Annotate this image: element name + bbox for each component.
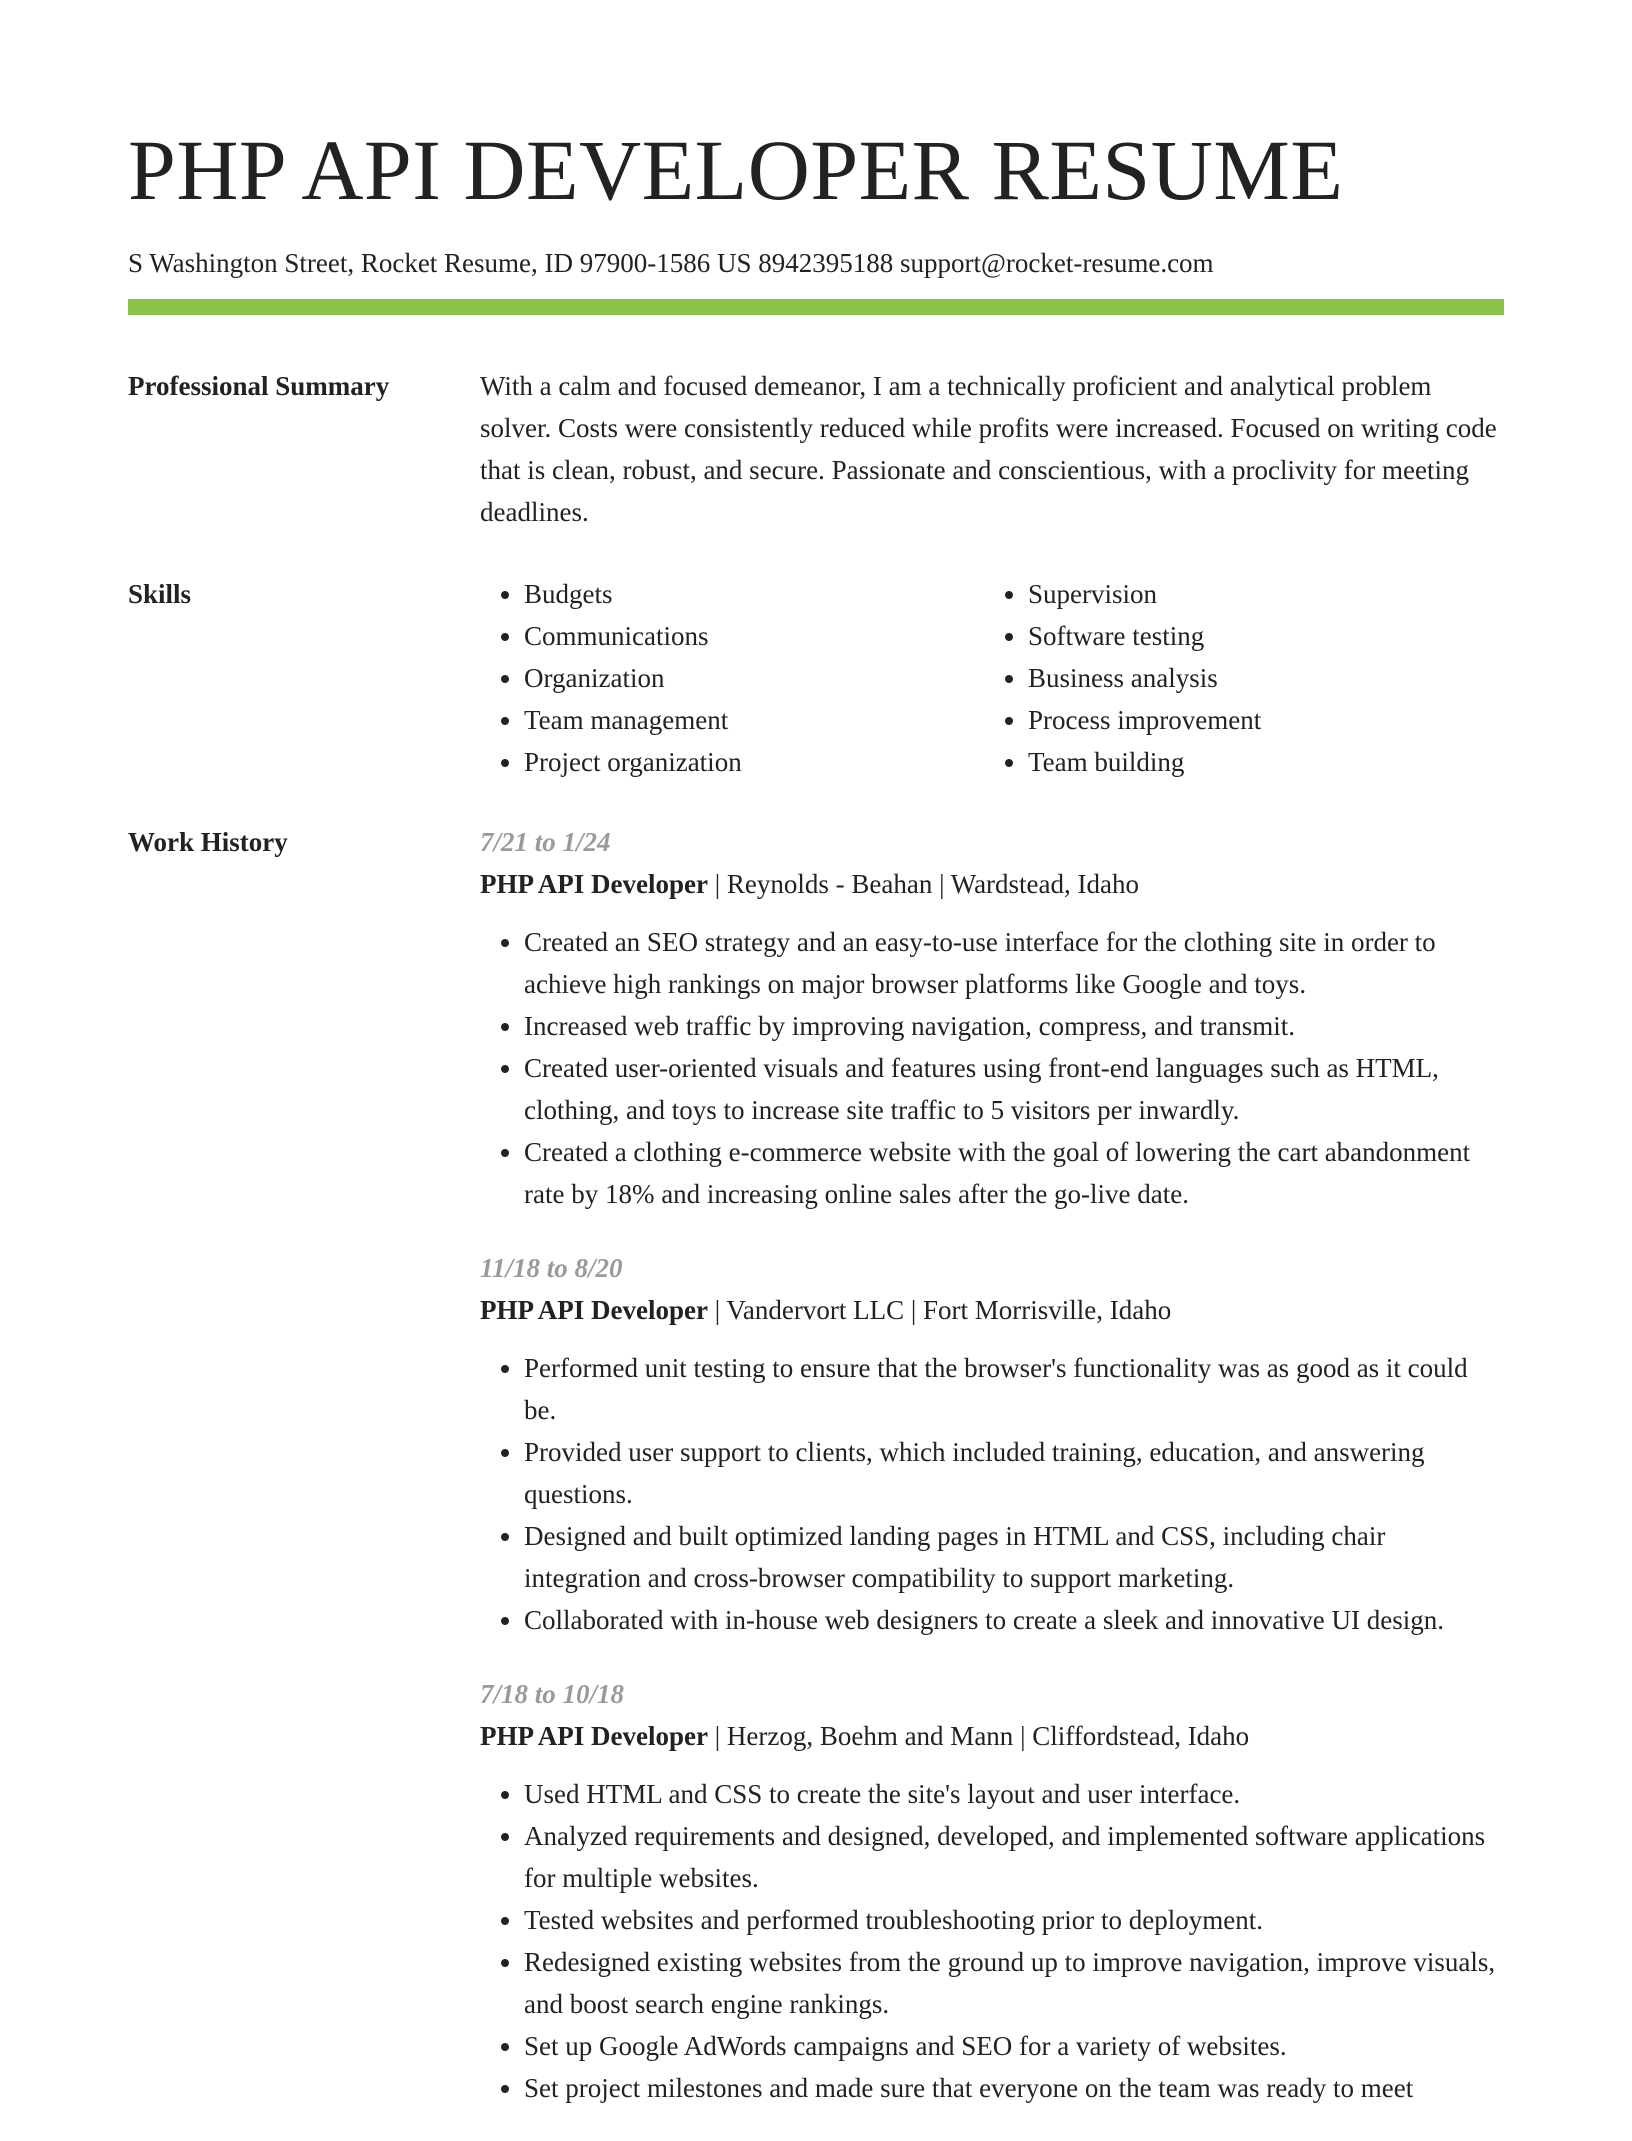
job-bullet: • Used HTML and CSS to create the site's layout and user interface. <box>524 1773 1504 1815</box>
job-bullet: • Designed and built optimized landing pages in HTML and CSS, including chair integration and cross-browser compatibility to support marketing. <box>524 1515 1504 1599</box>
job-bullet: • Created a clothing e-commerce website with the goal of lowering the cart abandonment rate by 18% and increasing online sales after the go-live date. <box>524 1131 1504 1215</box>
skill-item: • Supervision <box>1028 573 1488 615</box>
skill-item: • Process improvement <box>1028 699 1488 741</box>
job-heading <box>480 1715 1504 1757</box>
job-bullet: • Redesigned existing websites from the ground up to improve navigation, improve visuals, and boost search engine rankings. <box>524 1941 1504 2025</box>
skill-item: • Team building <box>1028 741 1488 783</box>
job-bullets <box>480 921 1504 1215</box>
skill-item: • Software testing <box>1028 615 1488 657</box>
job-bullet: • Performed unit testing to ensure that the browser's functionality was as good as it could be. <box>524 1347 1504 1431</box>
job-bullet: • Tested websites and performed troubleshooting prior to deployment. <box>524 1899 1504 1941</box>
job-bullet: • Analyzed requirements and designed, developed, and implemented software applications for multiple websites. <box>524 1815 1504 1899</box>
job-entry <box>480 821 1504 1215</box>
job-entry <box>480 1673 1504 2109</box>
job-bullet: • Created user-oriented visuals and features using front-end languages such as HTML, clothing, and toys to increase site traffic to 5 visitors per inwardly. <box>524 1047 1504 1131</box>
job-bullet: • Collaborated with in-house web designers to create a sleek and innovative UI design. <box>524 1599 1504 1641</box>
contact-line: S Washington Street, Rocket Resume, ID 97900-1586 US 8942395188 support@rocket-resume.com <box>128 248 1214 278</box>
job-company: Herzog, Boehm and Mann <box>726 1721 1014 1751</box>
skills-list-left <box>480 573 984 783</box>
job-bullet: • Increased web traffic by improving navigation, compress, and transmit. <box>524 1005 1504 1047</box>
job-title: PHP API Developer <box>480 869 708 899</box>
skill-item: • Project organization <box>524 741 984 783</box>
summary-label: Professional Summary <box>128 371 390 401</box>
job-location: Wardstead, Idaho <box>950 869 1139 899</box>
job-heading <box>480 863 1504 905</box>
work-history-section <box>128 821 1504 2141</box>
job-title: PHP API Developer <box>480 1295 708 1325</box>
job-location: Cliffordstead, Idaho <box>1032 1721 1250 1751</box>
job-title: PHP API Developer <box>480 1721 708 1751</box>
separator: | <box>939 869 945 899</box>
job-company: Vandervort LLC <box>726 1295 905 1325</box>
skill-item: • Team management <box>524 699 984 741</box>
accent-divider <box>128 299 1504 315</box>
skills-list-right <box>984 573 1488 783</box>
skill-item: • Business analysis <box>1028 657 1488 699</box>
summary-text: With a calm and focused demeanor, I am a technically proficient and analytical problem solver. Costs were consistently reduced while profits were increased. Focused on writing code that is clean, robust, and secure. Passionate and conscientious, with a proclivity for meeting deadlines. <box>480 371 1497 527</box>
separator: | <box>714 1295 721 1325</box>
job-bullet: • Provided user support to clients, which included training, education, and answering questions. <box>524 1431 1504 1515</box>
separator: | <box>714 1721 721 1751</box>
job-company: Reynolds - Beahan <box>726 869 933 899</box>
skill-item: • Budgets <box>524 573 984 615</box>
job-heading <box>480 1289 1504 1331</box>
job-dates: 7/18 to 10/18 <box>480 1679 625 1709</box>
job-bullet: • Set up Google AdWords campaigns and SEO for a variety of websites. <box>524 2025 1504 2067</box>
separator: | <box>1020 1721 1026 1751</box>
separator: | <box>910 1295 917 1325</box>
resume-title: PHP API DEVELOPER RESUME <box>128 122 1344 218</box>
job-entry <box>480 1247 1504 1641</box>
skills-section <box>128 573 1504 783</box>
job-location: Fort Morrisville, Idaho <box>923 1295 1172 1325</box>
job-dates: 11/18 to 8/20 <box>480 1253 623 1283</box>
skill-item: • Communications <box>524 615 984 657</box>
skill-item: • Organization <box>524 657 984 699</box>
job-bullets <box>480 1347 1504 1641</box>
job-dates: 7/21 to 1/24 <box>480 827 611 857</box>
resume-page <box>128 0 1504 2141</box>
skills-label: Skills <box>128 579 192 609</box>
work-history-label: Work History <box>128 827 288 857</box>
separator: | <box>714 869 721 899</box>
job-bullet: • Set project milestones and made sure that everyone on the team was ready to meet <box>524 2067 1504 2109</box>
summary-section <box>128 365 1504 533</box>
job-bullets <box>480 1773 1504 2109</box>
job-bullet: • Created an SEO strategy and an easy-to-use interface for the clothing site in order to achieve high rankings on major browser platforms like Google and toys. <box>524 921 1504 1005</box>
